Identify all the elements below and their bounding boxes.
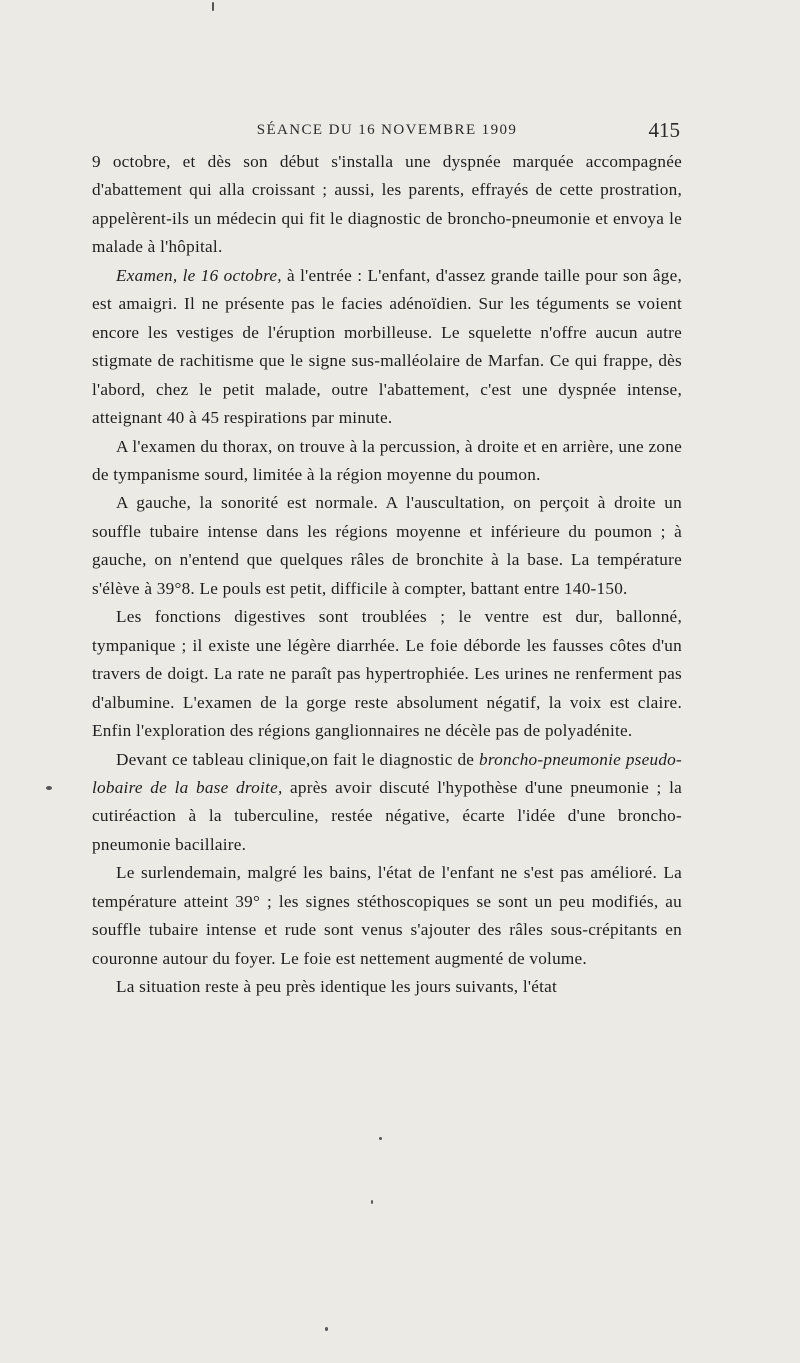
page-speck <box>379 1137 382 1140</box>
page-speck <box>46 786 52 790</box>
page-speck <box>371 1200 373 1204</box>
paragraph-4 <box>92 489 682 603</box>
page-speck <box>325 1327 328 1331</box>
paragraph-1 <box>92 148 682 262</box>
italic-phrase: broncho-pneumonie pseudo-lobaire de la base droite, <box>92 749 682 797</box>
paragraph-text: A gauche, la sonorité est normale. A l'auscultation, on perçoit à droite un souffle tubaire intense dans les régions moyenne et inférieure du poumon ; à gauche, on n'entend que quelques râles de bronchite à la base. La température s'élève à 39°8. Le pouls est petit, difficile à compter, battant entre 140-150. <box>92 493 682 598</box>
paragraph-6 <box>92 746 682 860</box>
page-speck <box>212 2 214 11</box>
paragraph-text: à l'entrée : L'enfant, d'assez grande taille pour son âge, est amaigri. Il ne présente pas le facies adénoïdien. Sur les téguments se voient encore les vestiges de l'éruption morbilleuse. Le squelette n'offre aucun autre stigmate de rachitisme que le signe sus-malléolaire de Marfan. Ce qui frappe, dès l'abord, chez le petit malade, outre l'abattement, c'est une dyspnée intense, atteignant 40 à 45 respirations par minute. <box>92 265 682 428</box>
running-head <box>92 118 682 144</box>
paragraph-text: La situation reste à peu près identique les jours suivants, l'état <box>116 977 558 997</box>
paragraph-3 <box>92 433 682 490</box>
paragraph-text: Le surlendemain, malgré les bains, l'état de l'enfant ne s'est pas amélioré. La température atteint 39° ; les signes stéthoscopiques se sont un peu modifiés, au souffle tubaire intense et rude sont venus s'ajouter des râles sous-crépitants en couronne autour du foyer. Le foie est nettement augmenté de volume. <box>92 863 682 968</box>
running-title: SÉANCE DU 16 NOVEMBRE 1909 <box>256 122 518 138</box>
page-number: 415 <box>648 118 680 142</box>
paragraph-text: après avoir discuté l'hypothèse d'une pneumonie ; la cutiréaction à la tuberculine, restée négative, écarte l'idée d'une broncho-pneumonie bacillaire. <box>92 777 682 854</box>
paragraph-text: Devant ce tableau clinique,on fait le diagnostic de <box>116 749 479 769</box>
paragraph-8 <box>92 973 682 1001</box>
body-text <box>92 148 682 1002</box>
paragraph-text: Les fonctions digestives sont troublées ; le ventre est dur, ballonné, tympanique ; il existe une légère diarrhée. Le foie déborde les fausses côtes d'un travers de doigt. La rate ne paraît pas hypertrophiée. Les urines ne renferment pas d'albumine. L'examen de la gorge reste absolument négatif, la voix est claire. Enfin l'exploration des régions ganglionnaires ne décèle pas de polyadénite. <box>92 607 682 741</box>
italic-phrase: Examen, le 16 octobre, <box>116 265 282 285</box>
paragraph-5 <box>92 603 682 745</box>
paragraph-text: 9 octobre, et dès son début s'installa une dyspnée marquée accompagnée d'abattement qui alla croissant ; aussi, les parents, effrayés de cette prostration, appelèrent-ils un médecin qui fit le diagnostic de broncho-pneumonie et envoya le malade à l'hôpital. <box>92 152 682 257</box>
paragraph-text: A l'examen du thorax, on trouve à la percussion, à droite et en arrière, une zone de tympanisme sourd, limitée à la région moyenne du poumon. <box>92 436 682 484</box>
paragraph-2 <box>92 262 682 433</box>
paragraph-7 <box>92 859 682 973</box>
